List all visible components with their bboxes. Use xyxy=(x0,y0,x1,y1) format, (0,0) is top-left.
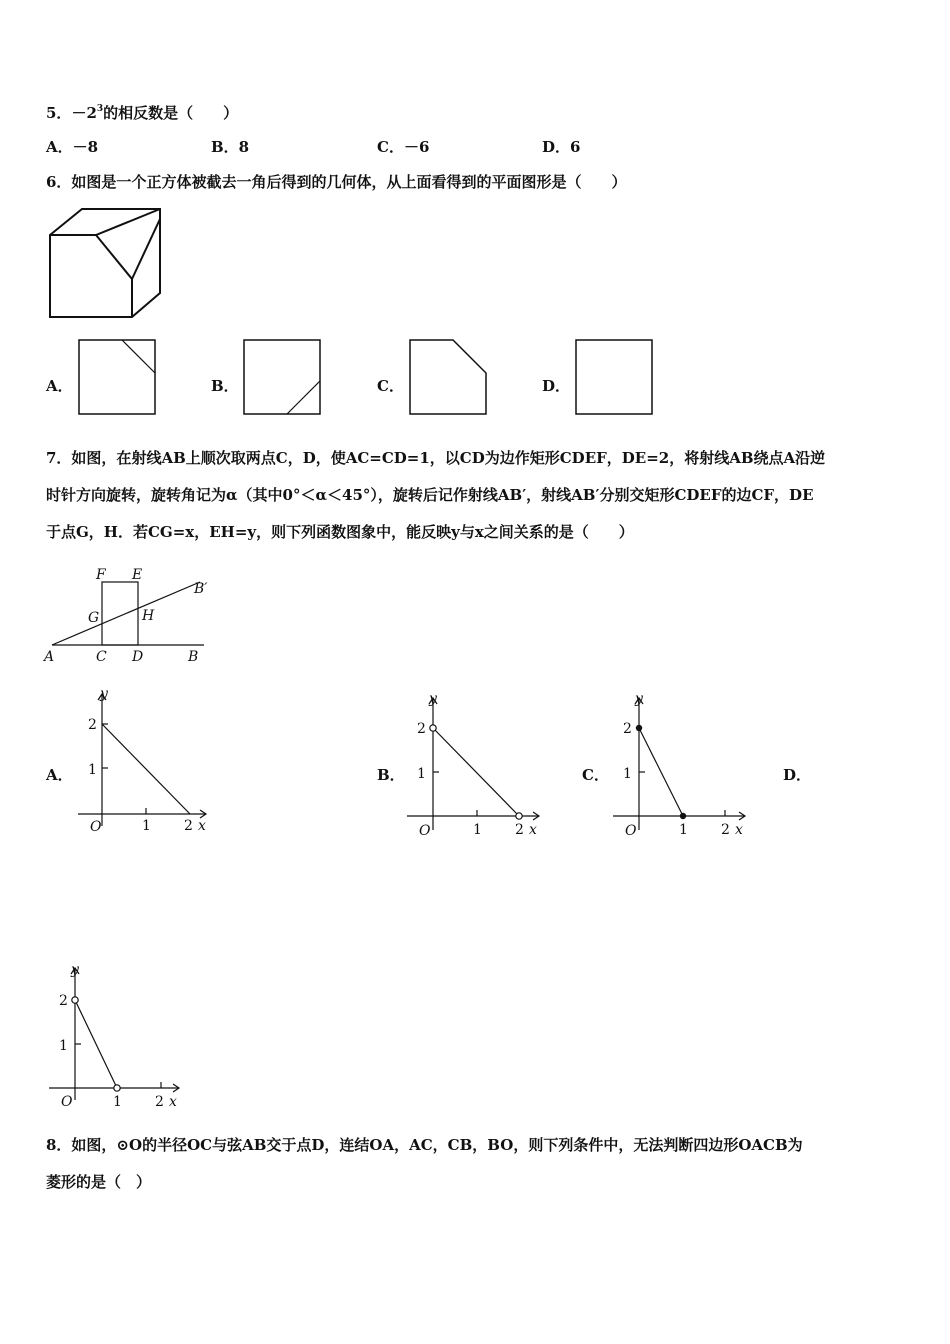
svg-text:1: 1 xyxy=(113,1094,122,1110)
svg-text:y: y xyxy=(100,686,108,702)
svg-text:O: O xyxy=(419,823,431,839)
q6-option-b-figure xyxy=(243,339,321,415)
svg-text:y: y xyxy=(635,691,643,707)
label-b: B xyxy=(188,649,199,665)
q7-stem-line2: 时针方向旋转，旋转角记为α（其中0°＜α＜45°），旋转后记作射线AB′，射线AB′分别交矩形CDEF的边CF，DE xyxy=(46,486,814,504)
svg-text:2: 2 xyxy=(417,721,426,737)
q7-stem-line1: 7．如图，在射线AB上顺次取两点C，D，使AC=CD=1，以CD为边作矩形CDEF，DE=2，将射线AB绕点A沿逆 xyxy=(46,449,826,467)
svg-text:2: 2 xyxy=(155,1094,164,1110)
q6-label-a: A． xyxy=(46,377,73,395)
label-f: F xyxy=(96,567,106,583)
svg-text:2: 2 xyxy=(515,822,524,838)
label-e: E xyxy=(132,567,143,583)
svg-text:2: 2 xyxy=(721,822,730,838)
q7-graph-d xyxy=(45,960,185,1110)
svg-text:x: x xyxy=(529,822,537,838)
svg-text:1: 1 xyxy=(59,1038,68,1054)
q6-label-c: C． xyxy=(377,377,404,395)
q7-label-c: C． xyxy=(582,766,609,784)
svg-text:1: 1 xyxy=(417,766,426,782)
svg-text:2: 2 xyxy=(88,717,97,733)
q7-label-b: B． xyxy=(377,766,405,784)
q5-option-a: A．－8 xyxy=(46,138,99,156)
q6-label-b: B． xyxy=(211,377,239,395)
q8-stem-line1: 8．如图，⊙O的半径OC与弦AB交于点D，连结OA，AC，CB，BO，则下列条件中，无法判断四边形OACB为 xyxy=(46,1136,803,1154)
svg-text:x: x xyxy=(198,818,206,834)
svg-text:y: y xyxy=(429,691,437,707)
q7-stem-line3: 于点G，H．若CG=x，EH=y，则下列函数图象中，能反映y与x之间关系的是（ ） xyxy=(46,523,634,541)
svg-text:2: 2 xyxy=(623,721,632,737)
label-g: G xyxy=(88,610,100,626)
svg-text:O: O xyxy=(625,823,637,839)
q8-stem-line2: 菱形的是（ ） xyxy=(46,1173,152,1191)
q6-stem: 6．如图是一个正方体被截去一角后得到的几何体，从上面看得到的平面图形是（ ） xyxy=(46,173,627,191)
q7-graph-c xyxy=(609,690,749,840)
label-b-prime: B′ xyxy=(194,581,208,597)
svg-text:y: y xyxy=(71,962,79,978)
svg-text:1: 1 xyxy=(679,822,688,838)
label-h: H xyxy=(142,608,155,624)
q5-stem: 5．$-2^3$的相反数是（ ） xyxy=(46,104,239,122)
q6-cube-figure xyxy=(46,205,166,323)
svg-text:O: O xyxy=(90,819,102,835)
q7-label-a: A． xyxy=(46,766,73,784)
q6-option-d-figure xyxy=(575,339,653,415)
q7-label-d: D． xyxy=(783,766,812,784)
label-d: D xyxy=(132,649,144,665)
svg-text:2: 2 xyxy=(184,818,193,834)
svg-text:x: x xyxy=(169,1094,177,1110)
label-a: A xyxy=(44,649,55,665)
svg-text:1: 1 xyxy=(473,822,482,838)
svg-text:1: 1 xyxy=(142,818,151,834)
q5-option-b: B．8 xyxy=(211,138,250,156)
svg-text:2: 2 xyxy=(59,993,68,1009)
svg-text:O: O xyxy=(61,1094,73,1110)
q5-option-d: D．6 xyxy=(542,138,581,156)
svg-text:1: 1 xyxy=(88,762,97,778)
svg-text:1: 1 xyxy=(623,766,632,782)
q6-label-d: D． xyxy=(542,377,571,395)
q6-option-a-figure xyxy=(78,339,156,415)
q7-graph-a xyxy=(74,686,214,836)
q7-rectangle-figure xyxy=(40,560,220,670)
q5-option-c: C．－6 xyxy=(377,138,430,156)
svg-text:x: x xyxy=(735,822,743,838)
q7-graph-b xyxy=(403,690,543,840)
label-c: C xyxy=(96,649,107,665)
q6-option-c-figure xyxy=(409,339,489,415)
